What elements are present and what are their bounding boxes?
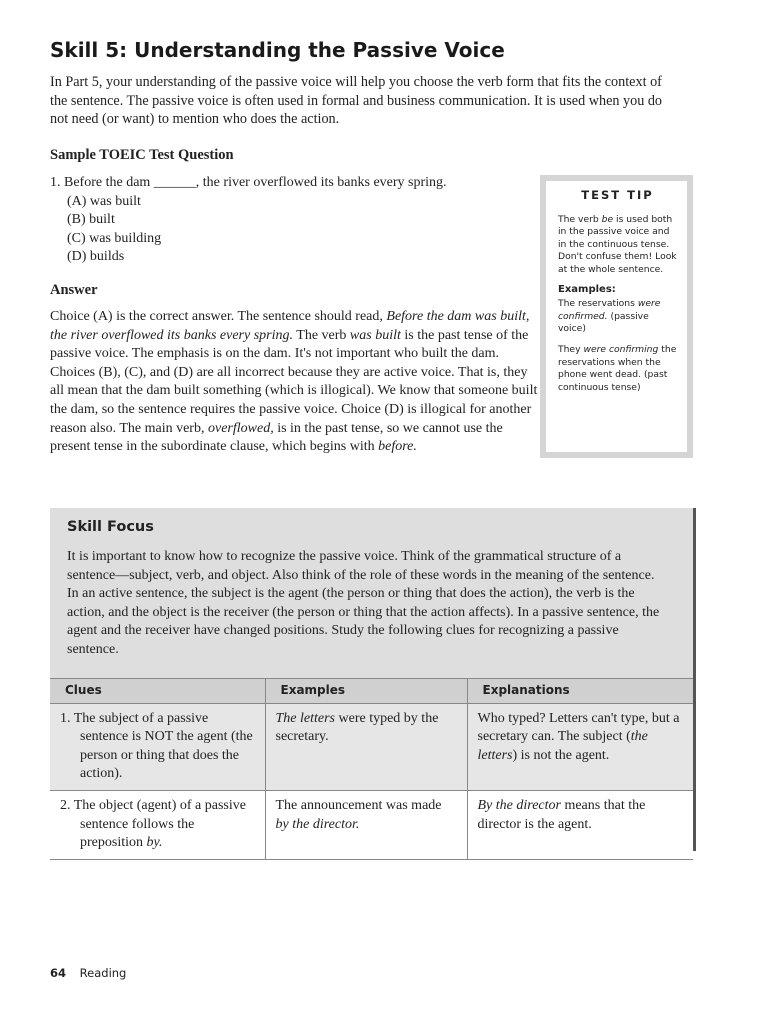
test-tip-title: TEST TIP [581,188,654,202]
tip-body-italic: be [601,213,614,225]
clue-text: 1. The subject of a passive sentence is NOT the agent (the person or thing that does the action). [60,710,253,782]
tip-example2-b: the reservations when the phone went dead. (past continuous tense) [558,343,677,393]
header-examples: Examples [265,679,467,704]
clues-table [50,678,693,860]
test-tip-box [540,175,693,458]
skill-focus-box [50,508,696,851]
header-clues: Clues [50,679,265,704]
tip-example1-italic: were confirmed. [558,298,661,322]
clue-cell [50,790,265,859]
answer-option-a: (A) was built [67,193,141,209]
table-header-row [50,679,693,704]
question-blank: ______ [153,175,196,190]
explanation-text-a: Who typed? Letters can't type, but a secretary can. The subject ( [477,710,680,745]
answer-option-b: (B) built [67,212,115,227]
sample-question [50,174,520,267]
answer-text-1: Choice (A) is the correct answer. The sentence should read, [50,309,387,324]
answer-italic-3: overflowed, [207,420,274,436]
answer-explanation [50,308,544,457]
test-tip-body [558,214,677,277]
table-row [50,790,693,859]
explanation-cell [467,703,693,790]
explanation-cell [467,790,693,859]
clue-text [60,797,255,853]
skill-focus-body: It is important to know how to recognize the passive voice. Think of the grammatical structure of a sentence—subject, verb, and object. Also think of the role of these words in the meaning of the sentence. In an active sentence, the subject is the agent (the person or thing that does the action), the verb is the action, and the object is the receiver (the person or thing that the action affects). In a passive sentence, the agent and the receiver have changed positions. Study the following clues for recognizing a passive sentence. [67,549,660,657]
example-text: The announcement was made [275,797,442,813]
header-explanations: Explanations [467,679,693,704]
question-text-start: Before the dam [64,175,151,190]
tip-example2-a: They [558,343,584,355]
sample-question-heading: Sample TOEIC Test Question [50,147,234,163]
example-italic: The letters [275,710,335,726]
tip-example1-a: The reservations [558,298,638,310]
page-number: 64 [50,966,67,980]
tip-example-2 [558,344,677,394]
answer-text-4: is in the past tense, so we cannot use the present tense in the subordinate clause, which begins with [50,420,503,455]
answer-text-3: is the past tense of the passive voice. The emphasis is on the dam. It's not important who built the dam. Choices (B), (C), and (D) are all incorrect because they are active voice. That is, they all mean that the dam built something (which is illogical). We know that someone built the dam, so the sentence requires the passive voice. Choice (D) is illogical for another reason also. The main verb, [50,327,538,436]
answer-italic-2: was built [349,327,401,343]
example-text: were typed by the secretary. [275,710,439,745]
intro-paragraph: In Part 5, your understanding of the passive voice will help you choose the verb form that fits the context of the sentence. The passive voice is often used in formal and business communication. It is used when you do not need (or want) to mention who does the action. [50,74,663,128]
clue-italic: by. [146,835,163,851]
clue-cell [50,703,265,790]
tip-example2-italic: were confirming [583,343,659,355]
explanation-italic: By the director [477,797,561,813]
skill-focus-heading: Skill Focus [67,519,154,535]
answer-italic-4: before. [378,439,417,455]
page-title: Skill 5: Understanding the Passive Voice [50,38,505,62]
tip-body-2: is used both in the passive voice and in the continuous tense. Don't confuse them! Look at the whole sentence. [558,213,677,275]
section-name: Reading [79,966,127,980]
example-cell [265,703,467,790]
explanation-text-b: means that the director is the agent. [477,797,646,832]
tip-example1-b: (passive voice) [558,310,649,335]
answer-italic-1: Before the dam was built, the river overflowed its banks every spring. [50,309,530,343]
answer-option-c: (C) was building [67,230,162,246]
example-italic: by the director. [275,816,360,832]
tip-example-1 [558,298,677,336]
answer-heading: Answer [50,282,98,298]
clue-text-a: 2. The object (agent) of a passive sentence follows the preposition [60,797,246,851]
tip-examples-label: Examples: [558,283,616,295]
explanation-text-b: ) is not the agent. [512,747,610,763]
answer-text-2: The verb [293,327,350,343]
test-tip-inner [546,181,687,452]
answer-option-d: (D) builds [67,249,125,264]
question-text-end: , the river overflowed its banks every spring. [195,175,447,190]
page-footer [50,966,126,980]
tip-body-1: The verb [558,213,602,225]
example-cell [265,790,467,859]
table-row [50,703,693,790]
question-stem [50,174,520,193]
question-number: 1. [50,175,61,190]
explanation-italic: the letters [477,729,648,763]
